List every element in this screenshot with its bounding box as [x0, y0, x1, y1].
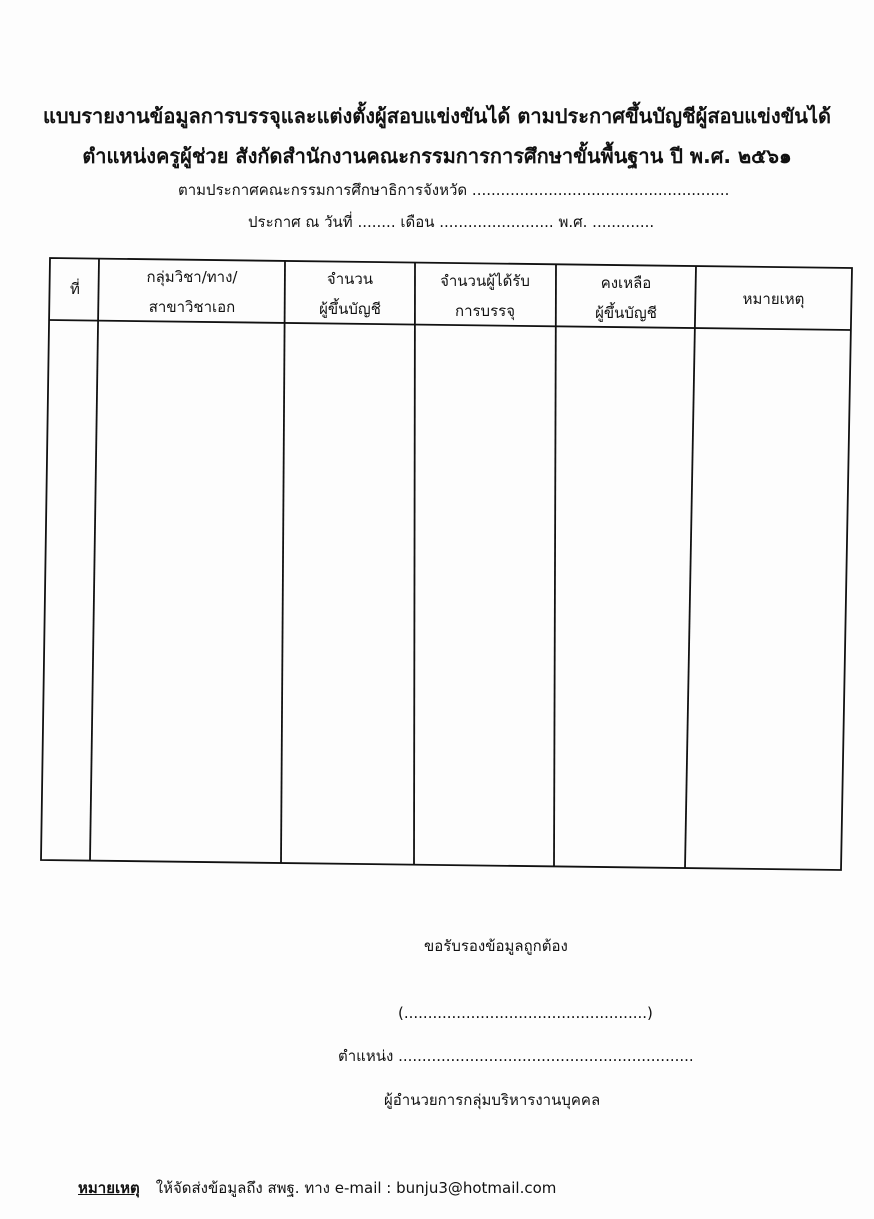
column-header-remaining-line2: ผู้ขึ้นบัญชี — [595, 304, 657, 322]
announcement-line: ตามประกาศคณะกรรมการศึกษาธิการจังหวัด ...................................................... — [178, 181, 730, 199]
column-header-subject-line2: สาขาวิชาเอก — [148, 298, 236, 316]
column-header-remarks-label: หมายเหตุ — [742, 290, 805, 308]
table-outer-border — [41, 258, 852, 870]
signature-role: ผู้อำนวยการกลุ่มบริหารงานบุคคล — [384, 1091, 601, 1109]
title-line-1: แบบรายงานข้อมูลการบรรจุและแต่งตั้งผู้สอบแข่งขันได้ ตามประกาศขึ้นบัญชีผู้สอบแข่งขันได้ — [43, 104, 831, 128]
column-header-appointed-line1: จำนวนผู้ได้รับ — [440, 272, 530, 290]
column-header-appointed-line2: การบรรจุ — [455, 302, 515, 320]
column-header-appointed — [415, 266, 555, 326]
column-header-no-label: ที่ — [70, 280, 80, 298]
date-line: ประกาศ ณ วันที่ ........ เดือน ........................ พ.ศ. ............. — [248, 213, 655, 231]
footnote-text: ให้จัดส่งข้อมูลถึง สพฐ. ทาง e-mail : bunju3@hotmail.com — [155, 1179, 557, 1197]
column-header-remaining — [556, 268, 696, 328]
column-header-listed — [285, 264, 415, 324]
column-header-listed-line1: จำนวน — [326, 270, 374, 288]
signature-name-line: (...................................................) — [398, 1004, 653, 1022]
column-divider-1 — [90, 259, 99, 861]
certify-text: ขอรับรองข้อมูลถูกต้อง — [424, 937, 568, 955]
column-divider-4 — [554, 264, 556, 866]
signature-position-line: ตำแหน่ง .............................................................. — [338, 1047, 694, 1065]
footnote-label: หมายเหตุ — [78, 1179, 140, 1197]
column-header-remarks — [696, 284, 851, 314]
column-header-subject — [100, 262, 284, 322]
column-divider-5 — [685, 266, 696, 868]
column-header-no — [52, 274, 98, 304]
footnote — [78, 1176, 556, 1200]
column-divider-3 — [414, 263, 415, 864]
column-divider-2 — [281, 261, 285, 863]
column-header-subject-line1: กลุ่มวิชา/ทาง/ — [146, 268, 238, 286]
column-header-listed-line2: ผู้ขึ้นบัญชี — [319, 300, 381, 318]
column-header-remaining-line1: คงเหลือ — [600, 274, 652, 292]
title-line-2: ตำแหน่งครูผู้ช่วย สังกัดสำนักงานคณะกรรมการการศึกษาขั้นพื้นฐาน ปี พ.ศ. ๒๕๖๑ — [82, 144, 792, 168]
